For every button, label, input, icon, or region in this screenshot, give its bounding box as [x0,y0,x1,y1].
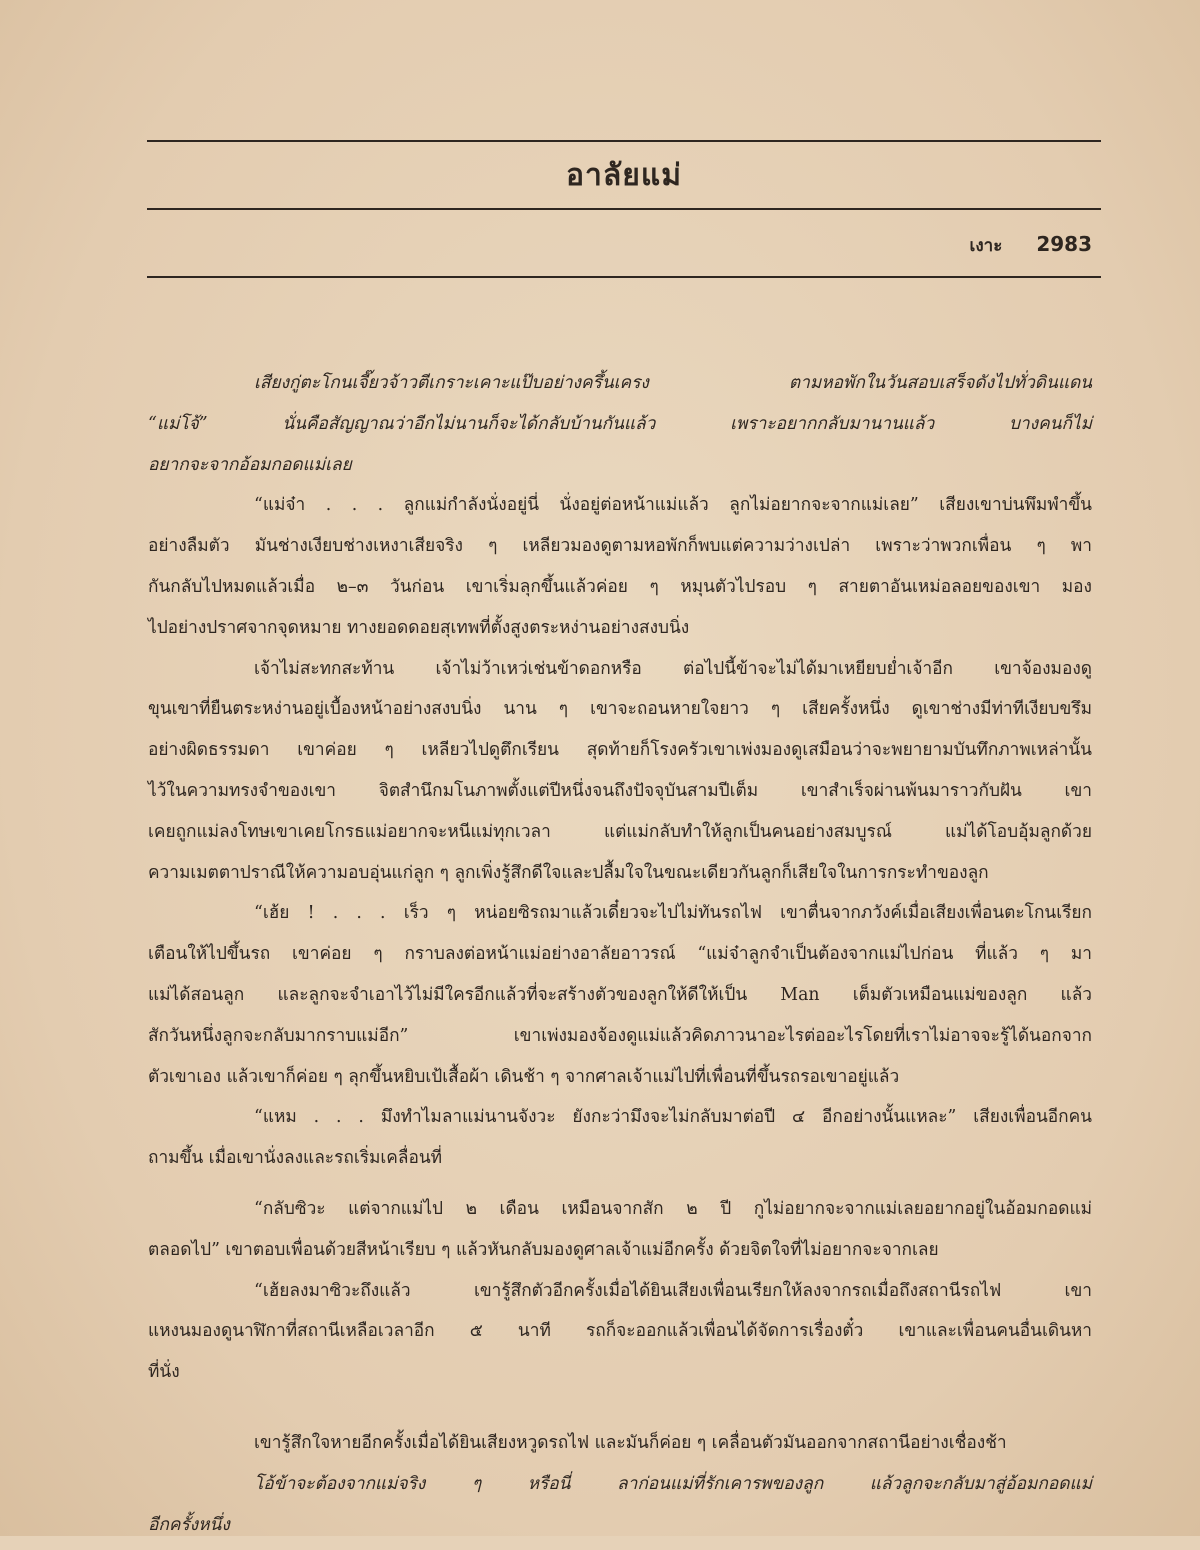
paragraph-line: สักวันหนึ่งลูกจะกลับมากราบแม่อีก” เขาเพ่งมองจ้องดูแม่แล้วคิดภาวนาอะไรต่ออะไรโดยที่เราไม่อาจจะรู้ได้นอกจาก [148,1025,1092,1046]
paragraph-line: เตือนให้ไปขึ้นรถ เขาค่อย ๆ กราบลงต่อหน้าแม่อย่างอาลัยอาวรณ์ “แม่จ๋าลูกจำเป็นต้องจากแม่ไปก่อน ที่แล้ว ๆ มา [148,944,1092,965]
byline [970,232,1092,259]
paragraph [148,490,1092,653]
author-name: เงาะ [969,236,1003,256]
paragraph-line: ถามขึ้น เมื่อเขานั่งลงและรถเริ่มเคลื่อนที่ [148,1148,443,1169]
article-title: อาลัยแม่ [566,158,682,193]
article-body [148,368,1092,1550]
paragraph [148,654,1092,899]
paragraph-spacer [148,1184,1092,1194]
paragraph-line: “แม่โจ้” นั่นคือสัญญาณว่าอีกไม่นานก็จะได้กลับบ้านกันแล้ว เพราะอยากกลับมานานแล้ว บางคนก็ไม่ [148,413,1092,434]
paragraph-line: อย่างลืมตัว มันช่างเงียบช่างเหงาเสียจริง ๆ เหลียวมองดูตามหอพักก็พบแต่ความว่างเปล่า เพราะว่าพวกเพื่อน ๆ พา [148,536,1092,557]
paragraph-line: เสียงกู่ตะโกนเจี๊ยวจ้าวตีเกราะเคาะแป๊บอย่างครึ้นเครง ตามหอพักในวันสอบเสร็จดังไปทั่วดินแดน [254,373,1092,393]
paragraph-line: “เฮ้ย ! . . . เร็ว ๆ หน่อยซิรถมาแล้วเดี๋ยวจะไปไม่ทันรถไฟ เขาตื่นจากภวังค์เมื่อเสียงเพื่อนตะโกนเรียก [254,903,1092,924]
paragraph-line: อีกครั้งหนึ่ง [148,1514,230,1535]
paragraph-line: กันกลับไปหมดแล้วเมื่อ ๒–๓ วันก่อน เขาเริ่มลุกขึ้นแล้วค่อย ๆ หมุนตัวไปรอบ ๆ สายตาอันเหม่อลอยของเขา มอง [148,576,1092,597]
paragraph-line: “เฮ้ยลงมาซิวะถึงแล้ว เขารู้สึกตัวอีกครั้งเมื่อได้ยินเสียงเพื่อนเรียกให้ลงจากรถเมื่อถึงสถานีรถไฟ เขา [254,1280,1092,1301]
paragraph-line: โอ้ข้าจะต้องจากแม่จริง ๆ หรือนี่ ลาก่อนแม่ที่รักเคารพของลูก แล้วลูกจะกลับมาสู่อ้อมกอดแม่ [254,1473,1092,1494]
paragraph-line: ขุนเขาที่ยืนตระหง่านอยู่เบื้องหน้าอย่างสงบนิ่ง นาน ๆ เขาจะถอนหายใจยาว ๆ เสียครั้งหนึ่ง ดูเขาช่างมีท่าทีเงียบขรึม [148,699,1092,720]
paragraph-line: เขารู้สึกใจหายอีกครั้งเมื่อได้ยินเสียงหวูดรถไฟ และมันก็ค่อย ๆ เคลื่อนตัวมันออกจากสถานีอย่างเชื่องช้า [254,1432,1007,1453]
paragraph-line: เจ้าไม่สะทกสะท้าน เจ้าไม่ว้าเหว่เช่นข้าดอกหรือ ต่อไปนี้ข้าจะไม่ได้มาเหยียบย่ำเจ้าอีก เขาจ้องมองดู [254,658,1092,679]
paragraph-line: ที่นั่ง [148,1362,180,1383]
paragraph-line: อยากจะจากอ้อมกอดแม่เลย [148,454,352,475]
paragraph [148,1469,1092,1550]
paragraph-line: “แหม . . . มึงทำไมลาแม่นานจังวะ ยังกะว่ามึงจะไม่กลับมาต่อปี ๔ อีกอย่างนั้นแหละ” เสียงเพื่อนอีกคน [254,1107,1092,1128]
paragraph [148,1194,1092,1276]
paragraph [148,368,1092,490]
paragraph-line: แม่ได้สอนลูก และลูกจะจำเอาไว้ไม่มีใครอีกแล้วที่จะสร้างตัวของลูกให้ดีให้เป็น Man เต็มตัวเหมือนแม่ของลูก แล้ว [148,984,1092,1005]
paragraph-line: ไปอย่างปราศจากจุดหมาย ทางยอดดอยสุเทพที่ตั้งสูงตระหง่านอย่างสงบนิ่ง [148,617,690,638]
paragraph [148,1102,1092,1184]
paragraph [148,1276,1092,1398]
byline-underline-rule [147,276,1101,278]
paragraph-line: “กลับซิวะ แต่จากแม่ไป ๒ เดือน เหมือนจากสัก ๒ ปี กูไม่อยากจะจากแม่เลยอยากอยู่ในอ้อมกอดแม่ [254,1198,1092,1219]
paragraph-line: “แม่จ๋า . . . ลูกแม่กำลังนั่งอยู่นี่ นั่งอยู่ต่อหน้าแม่แล้ว ลูกไม่อยากจะจากแม่เลย” เสียงเขาบ่นพึมพำขึ้น [254,495,1092,516]
paragraph-line: ตลอดไป” เขาตอบเพื่อนด้วยสีหน้าเรียบ ๆ แล้วหันกลับมองดูศาลเจ้าแม่อีกครั้ง ด้วยจิตใจที่ไม่อยากจะจากเลย [148,1239,939,1260]
paragraph-line: ความเมตตาปราณีให้ความอบอุ่นแก่ลูก ๆ ลูกเพิ่งรู้สึกดีใจและปลื้มใจในขณะเดียวกันลูกก็เสียใจในการกระทำของลูก [148,862,989,883]
paragraph-spacer [148,1398,1092,1428]
paragraph-line: ไว้ในความทรงจำของเขา จิตสำนึกมโนภาพตั้งแต่ปีหนึ่งจนถึงปัจจุบันสามปีเต็ม เขาสำเร็จผ่านพ้นมาราวกับฝัน เขา [148,780,1092,801]
paragraph-line: เคยถูกแม่ลงโทษเขาเคยโกรธแม่อยากจะหนีแม่ทุกเวลา แต่แม่กลับทำให้ลูกเป็นคนอย่างสมบูรณ์ แม่ได้โอบอุ้มลูกด้วย [148,821,1092,842]
title-underline-rule [147,208,1101,210]
paragraph-line: ตัวเขาเอง แล้วเขาก็ค่อย ๆ ลุกขึ้นหยิบเป้เสื้อผ้า เดินช้า ๆ จากศาลเจ้าแม่ไปที่เพื่อนที่ขึ้นรถรอเขาอยู่แล้ว [148,1066,900,1087]
page-number: 2983 [1036,232,1092,256]
paragraph-line: อย่างผิดธรรมดา เขาค่อย ๆ เหลียวไปดูตึกเรียน สุดท้ายก็โรงครัวเขาเพ่งมองดูเสมือนว่าจะพยายามบันทึกภาพเหล่านั้น [148,740,1092,761]
top-rule [147,140,1101,142]
paragraph-line: แหงนมองดูนาฬิกาที่สถานีเหลือเวลาอีก ๕ นาที รถก็จะออกแล้วเพื่อนได้จัดการเรื่องตั๋ว เขาและเพื่อนคนอื่นเดินหา [148,1321,1092,1342]
paragraph [148,898,1092,1102]
paragraph [148,1428,1092,1469]
